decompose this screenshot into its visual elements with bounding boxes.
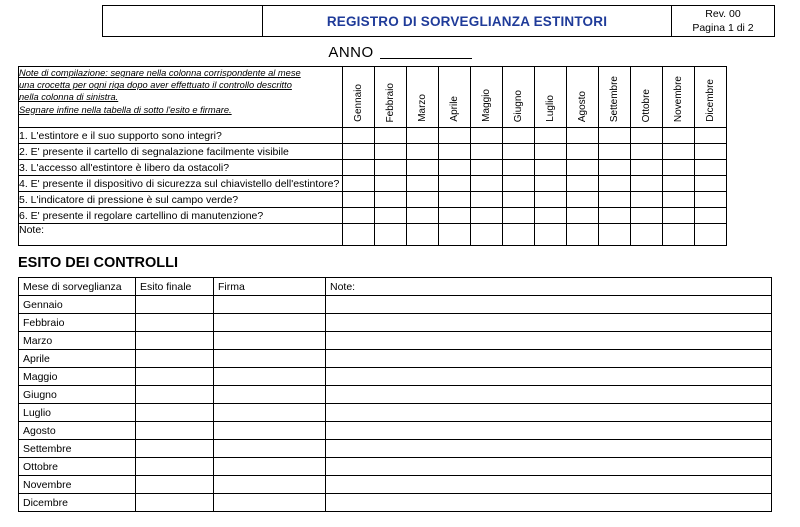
year-blank-line[interactable] — [380, 58, 472, 59]
esito-row-result[interactable] — [136, 476, 214, 494]
esito-row-signature[interactable] — [214, 314, 326, 332]
esito-row-note[interactable] — [326, 404, 772, 422]
check-question-2: 2. E' presente il cartello di segnalazione facilmente visibile — [19, 144, 343, 160]
check-cell[interactable] — [503, 160, 535, 176]
check-cell[interactable] — [631, 176, 663, 192]
monthly-check-table — [18, 66, 727, 246]
esito-row-note[interactable] — [326, 296, 772, 314]
check-cell[interactable] — [439, 160, 471, 176]
check-cell[interactable] — [439, 128, 471, 144]
month-label: Febbraio — [385, 82, 396, 122]
month-header-giugno — [503, 67, 535, 128]
esito-row-result[interactable] — [136, 350, 214, 368]
check-cell[interactable] — [535, 224, 567, 246]
check-cell[interactable] — [535, 144, 567, 160]
check-cell[interactable] — [503, 176, 535, 192]
esito-row-note[interactable] — [326, 422, 772, 440]
check-cell[interactable] — [375, 224, 407, 246]
check-cell[interactable] — [663, 208, 695, 224]
check-cell[interactable] — [471, 176, 503, 192]
notes-line-1: Note di compilazione: segnare nella colonna corrispondente al mese — [19, 68, 301, 78]
esito-row-note[interactable] — [326, 332, 772, 350]
check-cell[interactable] — [343, 128, 375, 144]
check-note-label: Note: — [19, 224, 343, 246]
logo-area — [103, 6, 263, 36]
esito-row-month: Giugno — [19, 386, 136, 404]
check-cell[interactable] — [407, 176, 439, 192]
check-cell[interactable] — [631, 128, 663, 144]
year-label: ANNO — [328, 44, 374, 61]
month-label: Dicembre — [705, 79, 716, 122]
month-label: Maggio — [481, 89, 492, 122]
table-row — [19, 422, 772, 440]
esito-row-note[interactable] — [326, 458, 772, 476]
check-cell[interactable] — [567, 160, 599, 176]
check-cell[interactable] — [471, 192, 503, 208]
check-cell[interactable] — [439, 192, 471, 208]
check-cell[interactable] — [471, 160, 503, 176]
check-cell[interactable] — [407, 144, 439, 160]
notes-line-2: una crocetta per ogni riga dopo aver effettuato il controllo descritto — [19, 80, 292, 91]
check-cell[interactable] — [695, 208, 727, 224]
month-label: Luglio — [545, 95, 556, 122]
document-title: REGISTRO DI SORVEGLIANZA ESTINTORI — [263, 6, 672, 36]
check-cell[interactable] — [503, 128, 535, 144]
section-title-esito: ESITO DEI CONTROLLI — [18, 255, 179, 271]
check-cell[interactable] — [663, 144, 695, 160]
check-cell[interactable] — [407, 160, 439, 176]
table-row — [19, 350, 772, 368]
check-question-4: 4. E' presente il dispositivo di sicurezza sul chiavistello dell'estintore? — [19, 176, 343, 192]
table-row — [19, 476, 772, 494]
check-cell[interactable] — [407, 208, 439, 224]
esito-row-signature[interactable] — [214, 422, 326, 440]
check-cell[interactable] — [695, 160, 727, 176]
check-cell[interactable] — [407, 192, 439, 208]
esito-row-note[interactable] — [326, 314, 772, 332]
check-cell[interactable] — [375, 160, 407, 176]
check-cell[interactable] — [567, 128, 599, 144]
check-cell[interactable] — [599, 144, 631, 160]
esito-header-row — [19, 278, 772, 296]
esito-table — [18, 277, 772, 512]
check-cell[interactable] — [471, 128, 503, 144]
esito-row-result[interactable] — [136, 296, 214, 314]
esito-row-signature[interactable] — [214, 404, 326, 422]
esito-row-signature[interactable] — [214, 296, 326, 314]
check-cell[interactable] — [663, 160, 695, 176]
check-cell[interactable] — [599, 208, 631, 224]
table-row — [19, 386, 772, 404]
table-row — [19, 224, 727, 246]
check-cell[interactable] — [535, 208, 567, 224]
table-row — [19, 332, 772, 350]
check-cell[interactable] — [599, 128, 631, 144]
table-row — [19, 314, 772, 332]
month-label: Agosto — [577, 90, 588, 122]
check-question-1: 1. L'estintore e il suo supporto sono integri? — [19, 128, 343, 144]
document-header — [102, 5, 775, 37]
month-header-luglio — [535, 67, 567, 128]
month-header-dicembre — [695, 67, 727, 128]
check-question-6: 6. E' presente il regolare cartellino di manutenzione? — [19, 208, 343, 224]
esito-row-month: Gennaio — [19, 296, 136, 314]
revision-block — [672, 6, 774, 36]
check-cell[interactable] — [567, 208, 599, 224]
table-row — [19, 192, 727, 208]
esito-row-signature[interactable] — [214, 440, 326, 458]
check-cell[interactable] — [471, 224, 503, 246]
esito-row-result[interactable] — [136, 386, 214, 404]
check-question-5: 5. L'indicatore di pressione è sul campo verde? — [19, 192, 343, 208]
check-question-3: 3. L'accesso all'estintore è libero da ostacoli? — [19, 160, 343, 176]
check-cell[interactable] — [567, 144, 599, 160]
check-cell[interactable] — [567, 192, 599, 208]
check-cell[interactable] — [503, 208, 535, 224]
check-cell[interactable] — [471, 144, 503, 160]
check-cell[interactable] — [343, 192, 375, 208]
check-cell[interactable] — [343, 176, 375, 192]
esito-row-month: Settembre — [19, 440, 136, 458]
compilation-notes — [19, 67, 343, 128]
esito-row-month: Dicembre — [19, 494, 136, 512]
month-header-novembre — [663, 67, 695, 128]
month-header-febbraio — [375, 67, 407, 128]
check-cell[interactable] — [407, 128, 439, 144]
month-header-ottobre — [631, 67, 663, 128]
check-cell[interactable] — [439, 144, 471, 160]
table-row — [19, 458, 772, 476]
check-cell[interactable] — [663, 192, 695, 208]
check-cell[interactable] — [535, 160, 567, 176]
esito-row-month: Marzo — [19, 332, 136, 350]
table-row — [19, 368, 772, 386]
table-row — [19, 128, 727, 144]
esito-row-result[interactable] — [136, 440, 214, 458]
table-row — [19, 404, 772, 422]
esito-row-note[interactable] — [326, 386, 772, 404]
table-row — [19, 144, 727, 160]
table-row — [19, 176, 727, 192]
check-cell[interactable] — [695, 192, 727, 208]
column-header-esito: Esito finale — [136, 278, 214, 296]
check-cell[interactable] — [567, 176, 599, 192]
check-cell[interactable] — [599, 160, 631, 176]
check-cell[interactable] — [631, 224, 663, 246]
esito-row-result[interactable] — [136, 404, 214, 422]
notes-line-3: nella colonna di sinistra. — [19, 92, 119, 103]
check-cell[interactable] — [695, 144, 727, 160]
esito-row-signature[interactable] — [214, 476, 326, 494]
esito-row-signature[interactable] — [214, 332, 326, 350]
esito-row-month: Novembre — [19, 476, 136, 494]
month-header-aprile — [439, 67, 471, 128]
check-table-header-row — [19, 67, 727, 128]
check-cell[interactable] — [631, 192, 663, 208]
check-cell[interactable] — [631, 208, 663, 224]
esito-row-month: Aprile — [19, 350, 136, 368]
month-header-agosto — [567, 67, 599, 128]
check-cell[interactable] — [695, 224, 727, 246]
esito-row-result[interactable] — [136, 458, 214, 476]
esito-row-signature[interactable] — [214, 386, 326, 404]
check-cell[interactable] — [503, 224, 535, 246]
esito-row-note[interactable] — [326, 476, 772, 494]
month-label: Ottobre — [641, 88, 652, 122]
table-row — [19, 208, 727, 224]
check-cell[interactable] — [407, 224, 439, 246]
revision-number: Rev. 00 — [705, 8, 741, 20]
esito-row-month: Agosto — [19, 422, 136, 440]
esito-row-note[interactable] — [326, 440, 772, 458]
check-cell[interactable] — [375, 144, 407, 160]
esito-row-month: Febbraio — [19, 314, 136, 332]
month-label: Settembre — [609, 75, 620, 122]
esito-row-result[interactable] — [136, 422, 214, 440]
check-cell[interactable] — [663, 176, 695, 192]
check-cell[interactable] — [503, 192, 535, 208]
esito-row-result[interactable] — [136, 494, 214, 512]
check-cell[interactable] — [343, 160, 375, 176]
esito-row-month: Ottobre — [19, 458, 136, 476]
check-cell[interactable] — [535, 192, 567, 208]
esito-row-note[interactable] — [326, 350, 772, 368]
check-cell[interactable] — [343, 224, 375, 246]
check-cell[interactable] — [599, 192, 631, 208]
check-cell[interactable] — [695, 176, 727, 192]
check-cell[interactable] — [631, 144, 663, 160]
check-cell[interactable] — [695, 128, 727, 144]
check-cell[interactable] — [599, 176, 631, 192]
column-header-mese: Mese di sorveglianza — [19, 278, 136, 296]
check-cell[interactable] — [375, 192, 407, 208]
table-row — [19, 440, 772, 458]
column-header-note: Note: — [326, 278, 772, 296]
check-cell[interactable] — [439, 224, 471, 246]
check-cell[interactable] — [375, 208, 407, 224]
notes-line-4: Segnare infine nella tabella di sotto l'esito e firmare. — [19, 104, 232, 115]
table-row — [19, 296, 772, 314]
month-header-marzo — [407, 67, 439, 128]
check-cell[interactable] — [343, 208, 375, 224]
check-cell[interactable] — [439, 208, 471, 224]
esito-row-signature[interactable] — [214, 458, 326, 476]
esito-row-note[interactable] — [326, 494, 772, 512]
esito-row-note[interactable] — [326, 368, 772, 386]
check-cell[interactable] — [375, 128, 407, 144]
check-cell[interactable] — [567, 224, 599, 246]
column-header-firma: Firma — [214, 278, 326, 296]
page-number: Pagina 1 di 2 — [692, 22, 754, 34]
esito-row-result[interactable] — [136, 314, 214, 332]
month-label: Marzo — [417, 94, 428, 122]
esito-row-signature[interactable] — [214, 368, 326, 386]
check-cell[interactable] — [663, 224, 695, 246]
check-cell[interactable] — [631, 160, 663, 176]
esito-row-month: Maggio — [19, 368, 136, 386]
table-row — [19, 494, 772, 512]
month-label: Novembre — [673, 75, 684, 122]
month-label: Aprile — [449, 96, 460, 122]
year-field — [0, 44, 800, 61]
esito-row-signature[interactable] — [214, 350, 326, 368]
esito-row-result[interactable] — [136, 368, 214, 386]
check-cell[interactable] — [663, 128, 695, 144]
month-label: Giugno — [513, 89, 524, 122]
esito-row-signature[interactable] — [214, 494, 326, 512]
check-cell[interactable] — [343, 144, 375, 160]
month-header-gennaio — [343, 67, 375, 128]
check-cell[interactable] — [503, 144, 535, 160]
check-cell[interactable] — [375, 176, 407, 192]
esito-row-month: Luglio — [19, 404, 136, 422]
check-cell[interactable] — [535, 128, 567, 144]
check-cell[interactable] — [439, 176, 471, 192]
check-cell[interactable] — [471, 208, 503, 224]
month-header-settembre — [599, 67, 631, 128]
check-cell[interactable] — [599, 224, 631, 246]
check-cell[interactable] — [535, 176, 567, 192]
month-label: Gennaio — [353, 84, 364, 122]
table-row — [19, 160, 727, 176]
esito-row-result[interactable] — [136, 332, 214, 350]
month-header-maggio — [471, 67, 503, 128]
